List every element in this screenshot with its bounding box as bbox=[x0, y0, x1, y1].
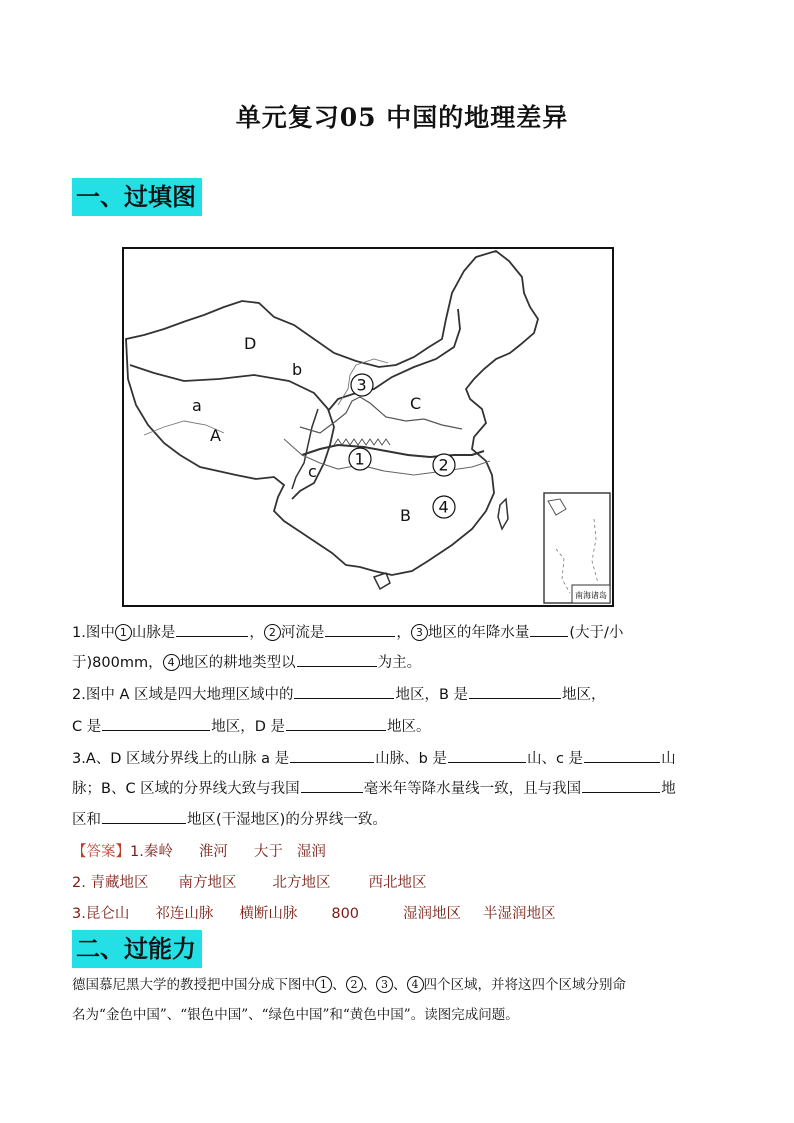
answer-line-2: 2. 青藏地区 南方地区 北方地区 西北地区 bbox=[72, 875, 427, 891]
label-A: A bbox=[210, 426, 221, 445]
section-heading-2: 二、过能力 bbox=[72, 930, 202, 968]
para-circle-3: 3 bbox=[376, 976, 393, 993]
china-map-graphic bbox=[124, 249, 612, 605]
para-circle-4: 4 bbox=[407, 976, 424, 993]
blank-q1-farmland[interactable] bbox=[297, 652, 377, 667]
marker-3 bbox=[351, 374, 373, 396]
blank-q3-a[interactable] bbox=[290, 748, 374, 763]
circle-2: 2 bbox=[264, 624, 281, 641]
blank-q2-B[interactable] bbox=[469, 684, 561, 699]
circle-4: 4 bbox=[163, 654, 180, 671]
blank-q2-A[interactable] bbox=[294, 684, 394, 699]
label-B: B bbox=[400, 506, 411, 525]
marker-2 bbox=[433, 454, 455, 476]
blank-q3-c[interactable] bbox=[584, 748, 660, 763]
circle-1: 1 bbox=[115, 624, 132, 641]
boundary-a-b bbox=[130, 365, 334, 499]
marker-4 bbox=[433, 496, 455, 518]
question-3-line-1: 3.A、D 区域分界线上的山脉 a 是 山脉、b 是 山、c 是 山 bbox=[72, 748, 676, 769]
circle-3: 3 bbox=[411, 624, 428, 641]
answer-line-3: 3.昆仑山 祁连山脉 横断山脉 800 湿润地区 半湿润地区 bbox=[72, 906, 556, 922]
marker-1 bbox=[349, 448, 371, 470]
question-2-line-2: C 是 地区，D 是 地区。 bbox=[72, 716, 431, 737]
para-circle-2: 2 bbox=[346, 976, 363, 993]
blank-q3-isohyet[interactable] bbox=[301, 778, 363, 793]
intro-paragraph-line-1: 德国慕尼黑大学的教授把中国分成下图中 1 、 2 、 3 、 4 四个区域，并将这四个区域分别命 bbox=[72, 977, 626, 993]
blank-q1-river[interactable] bbox=[325, 622, 395, 637]
question-1-line-2: 于)800mm， 4 地区的耕地类型以 为主。 bbox=[72, 652, 421, 673]
label-C: C bbox=[410, 394, 422, 413]
qinling-mountains bbox=[334, 439, 390, 445]
question-3-line-2: 脉；B、C 区域的分界线大致与我国 毫米年等降水量线一致，且与我国 地 bbox=[72, 778, 676, 799]
svg-text:2: 2 bbox=[438, 455, 449, 475]
label-D: D bbox=[244, 334, 257, 353]
blank-q2-C[interactable] bbox=[102, 716, 210, 731]
hainan-island bbox=[374, 573, 390, 589]
yellow-river bbox=[300, 397, 462, 433]
answer-label: 【答案】 bbox=[72, 844, 130, 860]
blank-q2-D[interactable] bbox=[286, 716, 386, 731]
taiwan-island bbox=[498, 499, 508, 529]
svg-text:4: 4 bbox=[438, 497, 449, 517]
svg-text:1: 1 bbox=[354, 449, 365, 469]
question-2-line-1: 2.图中 A 区域是四大地理区域中的 地区，B 是 地区， bbox=[72, 684, 606, 705]
blank-q3-region1[interactable] bbox=[582, 778, 660, 793]
blank-q1-precip[interactable] bbox=[530, 622, 568, 637]
inset-label: 南海诸岛 bbox=[575, 591, 607, 600]
label-b: b bbox=[292, 360, 303, 379]
page-title: 单元复习05 中国的地理差异 bbox=[235, 103, 569, 132]
country-outline bbox=[126, 251, 538, 575]
blank-q3-b[interactable] bbox=[448, 748, 526, 763]
intro-paragraph-line-2: 名为“金色中国”、“银色中国”、“绿色中国”和“黄色中国”。读图完成问题。 bbox=[72, 1007, 519, 1023]
label-a: a bbox=[192, 396, 202, 415]
china-map bbox=[122, 247, 614, 607]
blank-q1-mountain[interactable] bbox=[176, 622, 248, 637]
section-heading-1: 一、过填图 bbox=[72, 178, 202, 216]
para-circle-1: 1 bbox=[315, 976, 332, 993]
answer-line-1: 【答案】1.秦岭 淮河 大于 湿润 bbox=[72, 844, 326, 860]
blank-q3-region2[interactable] bbox=[102, 809, 186, 824]
question-3-line-3: 区和 地区(干湿地区)的分界线一致。 bbox=[72, 809, 387, 830]
question-1-line-1: 1.图中 1 山脉是 ， 2 河流是 ， 3 地区的年降水量 (大于/小 bbox=[72, 622, 623, 643]
qinling-huaihe-line bbox=[302, 445, 484, 457]
boundary-northwest bbox=[328, 309, 460, 411]
label-c: c bbox=[308, 462, 317, 481]
svg-text:3: 3 bbox=[356, 375, 367, 395]
